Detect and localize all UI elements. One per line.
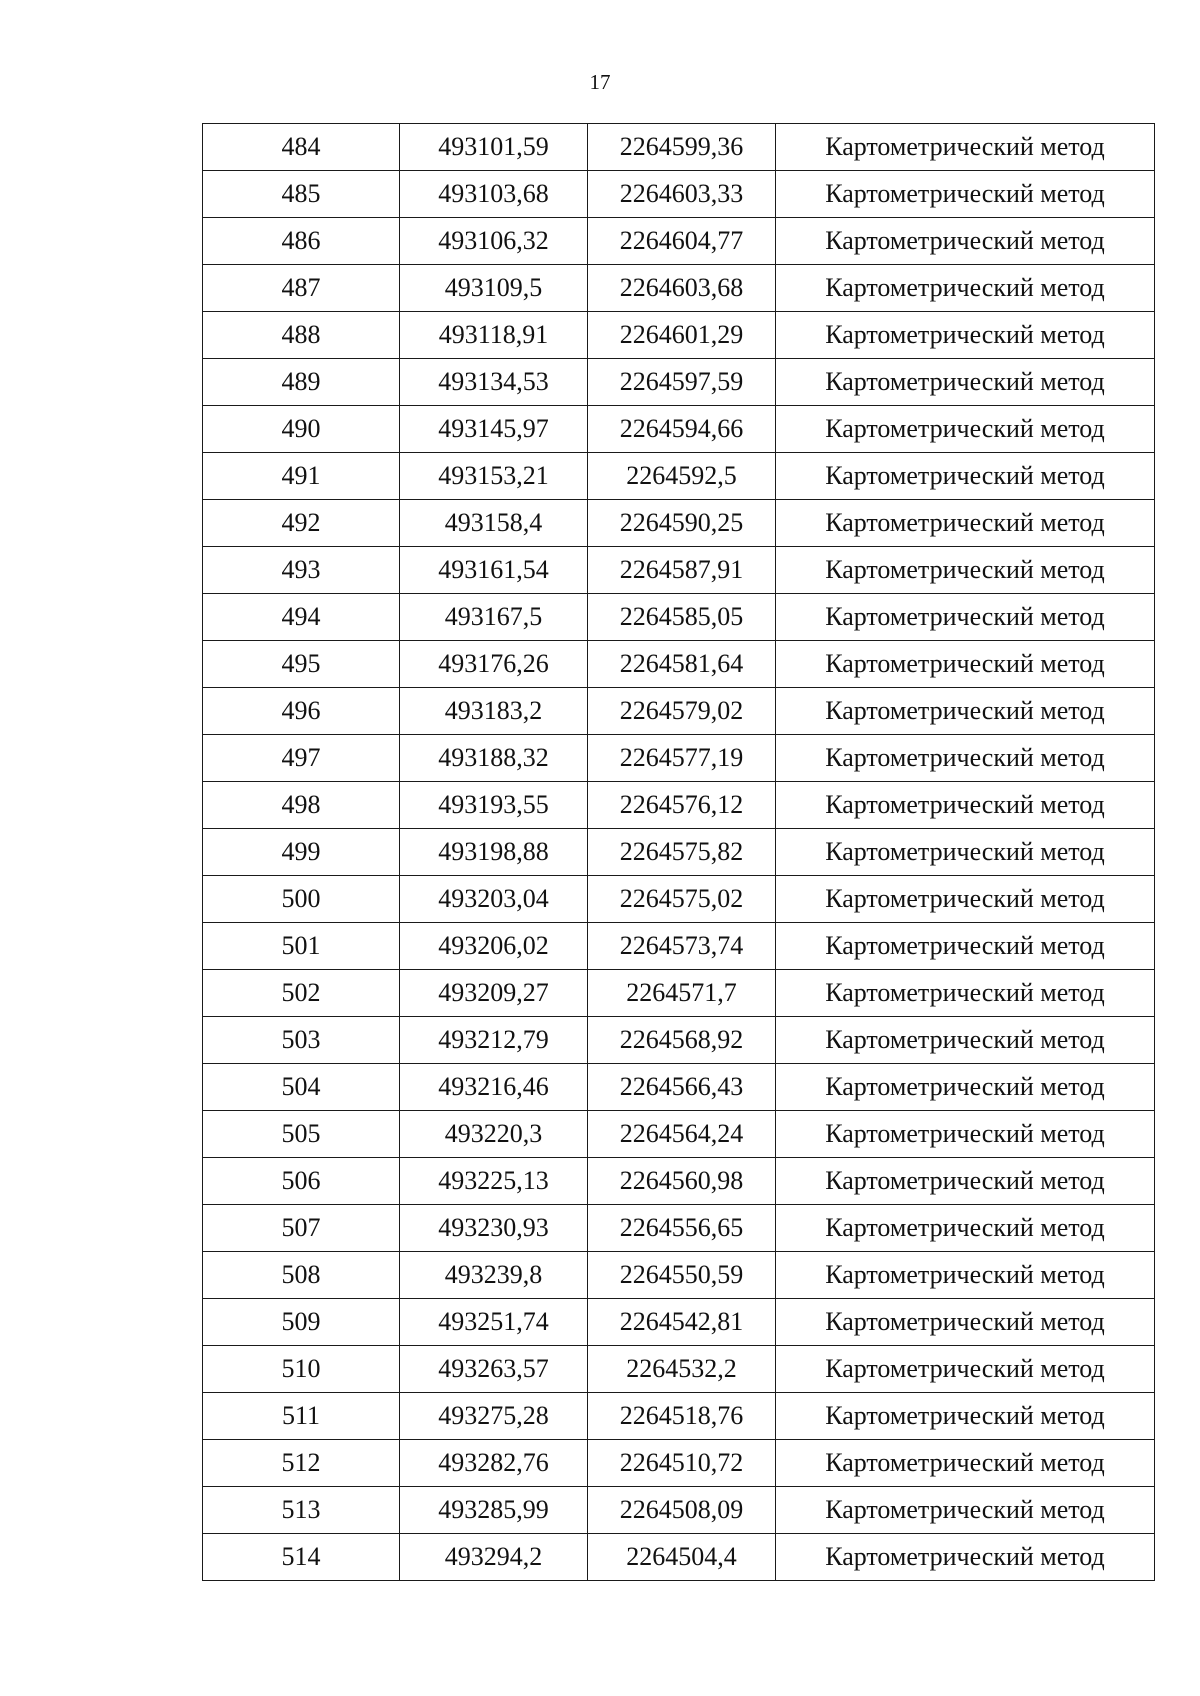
x-coordinate-cell: 493263,57: [400, 1346, 588, 1393]
table-row: [203, 124, 1155, 171]
method-cell: Картометрический метод: [776, 594, 1155, 641]
method-cell: Картометрический метод: [776, 970, 1155, 1017]
x-coordinate-cell: 493239,8: [400, 1252, 588, 1299]
y-coordinate-cell: 2264603,68: [588, 265, 776, 312]
x-coordinate-cell: 493209,27: [400, 970, 588, 1017]
y-coordinate-cell: 2264590,25: [588, 500, 776, 547]
point-number-cell: 493: [203, 547, 400, 594]
method-cell: Картометрический метод: [776, 359, 1155, 406]
table-row: [203, 1017, 1155, 1064]
y-coordinate-cell: 2264575,82: [588, 829, 776, 876]
y-coordinate-cell: 2264592,5: [588, 453, 776, 500]
point-number-cell: 498: [203, 782, 400, 829]
table-row: [203, 1534, 1155, 1581]
method-cell: Картометрический метод: [776, 1534, 1155, 1581]
x-coordinate-cell: 493134,53: [400, 359, 588, 406]
y-coordinate-cell: 2264510,72: [588, 1440, 776, 1487]
y-coordinate-cell: 2264599,36: [588, 124, 776, 171]
method-cell: Картометрический метод: [776, 829, 1155, 876]
point-number-cell: 514: [203, 1534, 400, 1581]
point-number-cell: 506: [203, 1158, 400, 1205]
point-number-cell: 510: [203, 1346, 400, 1393]
method-cell: Картометрический метод: [776, 1346, 1155, 1393]
table-row: [203, 171, 1155, 218]
point-number-cell: 512: [203, 1440, 400, 1487]
x-coordinate-cell: 493188,32: [400, 735, 588, 782]
table-row: [203, 218, 1155, 265]
point-number-cell: 501: [203, 923, 400, 970]
x-coordinate-cell: 493161,54: [400, 547, 588, 594]
x-coordinate-cell: 493230,93: [400, 1205, 588, 1252]
table-row: [203, 1158, 1155, 1205]
method-cell: Картометрический метод: [776, 876, 1155, 923]
table-row: [203, 500, 1155, 547]
y-coordinate-cell: 2264603,33: [588, 171, 776, 218]
method-cell: Картометрический метод: [776, 1158, 1155, 1205]
method-cell: Картометрический метод: [776, 453, 1155, 500]
y-coordinate-cell: 2264564,24: [588, 1111, 776, 1158]
point-number-cell: 486: [203, 218, 400, 265]
table-row: [203, 641, 1155, 688]
x-coordinate-cell: 493206,02: [400, 923, 588, 970]
y-coordinate-cell: 2264556,65: [588, 1205, 776, 1252]
point-number-cell: 484: [203, 124, 400, 171]
method-cell: Картометрический метод: [776, 218, 1155, 265]
point-number-cell: 503: [203, 1017, 400, 1064]
x-coordinate-cell: 493153,21: [400, 453, 588, 500]
method-cell: Картометрический метод: [776, 124, 1155, 171]
coordinates-table: [202, 123, 1155, 1581]
point-number-cell: 488: [203, 312, 400, 359]
x-coordinate-cell: 493225,13: [400, 1158, 588, 1205]
table-row: [203, 1393, 1155, 1440]
method-cell: Картометрический метод: [776, 1440, 1155, 1487]
y-coordinate-cell: 2264504,4: [588, 1534, 776, 1581]
x-coordinate-cell: 493103,68: [400, 171, 588, 218]
table-row: [203, 547, 1155, 594]
y-coordinate-cell: 2264576,12: [588, 782, 776, 829]
point-number-cell: 491: [203, 453, 400, 500]
table-row: [203, 594, 1155, 641]
y-coordinate-cell: 2264587,91: [588, 547, 776, 594]
method-cell: Картометрический метод: [776, 265, 1155, 312]
point-number-cell: 485: [203, 171, 400, 218]
method-cell: Картометрический метод: [776, 1111, 1155, 1158]
method-cell: Картометрический метод: [776, 1064, 1155, 1111]
table-row: [203, 265, 1155, 312]
x-coordinate-cell: 493285,99: [400, 1487, 588, 1534]
y-coordinate-cell: 2264532,2: [588, 1346, 776, 1393]
x-coordinate-cell: 493216,46: [400, 1064, 588, 1111]
x-coordinate-cell: 493176,26: [400, 641, 588, 688]
table-row: [203, 1346, 1155, 1393]
table-row: [203, 1252, 1155, 1299]
table-row: [203, 1487, 1155, 1534]
y-coordinate-cell: 2264560,98: [588, 1158, 776, 1205]
x-coordinate-cell: 493167,5: [400, 594, 588, 641]
x-coordinate-cell: 493101,59: [400, 124, 588, 171]
point-number-cell: 497: [203, 735, 400, 782]
x-coordinate-cell: 493145,97: [400, 406, 588, 453]
point-number-cell: 508: [203, 1252, 400, 1299]
method-cell: Картометрический метод: [776, 406, 1155, 453]
table-row: [203, 923, 1155, 970]
method-cell: Картометрический метод: [776, 1252, 1155, 1299]
table-row: [203, 1440, 1155, 1487]
x-coordinate-cell: 493282,76: [400, 1440, 588, 1487]
method-cell: Картометрический метод: [776, 782, 1155, 829]
table-row: [203, 829, 1155, 876]
method-cell: Картометрический метод: [776, 735, 1155, 782]
x-coordinate-cell: 493294,2: [400, 1534, 588, 1581]
point-number-cell: 496: [203, 688, 400, 735]
point-number-cell: 511: [203, 1393, 400, 1440]
y-coordinate-cell: 2264575,02: [588, 876, 776, 923]
method-cell: Картометрический метод: [776, 1205, 1155, 1252]
method-cell: Картометрический метод: [776, 500, 1155, 547]
point-number-cell: 490: [203, 406, 400, 453]
x-coordinate-cell: 493251,74: [400, 1299, 588, 1346]
page-number: 17: [589, 70, 611, 94]
x-coordinate-cell: 493212,79: [400, 1017, 588, 1064]
y-coordinate-cell: 2264566,43: [588, 1064, 776, 1111]
point-number-cell: 499: [203, 829, 400, 876]
method-cell: Картометрический метод: [776, 688, 1155, 735]
method-cell: Картометрический метод: [776, 312, 1155, 359]
point-number-cell: 507: [203, 1205, 400, 1252]
x-coordinate-cell: 493118,91: [400, 312, 588, 359]
y-coordinate-cell: 2264579,02: [588, 688, 776, 735]
table-row: [203, 1064, 1155, 1111]
x-coordinate-cell: 493193,55: [400, 782, 588, 829]
x-coordinate-cell: 493158,4: [400, 500, 588, 547]
y-coordinate-cell: 2264550,59: [588, 1252, 776, 1299]
coordinates-table-body: [203, 124, 1155, 1581]
table-row: [203, 1299, 1155, 1346]
x-coordinate-cell: 493203,04: [400, 876, 588, 923]
x-coordinate-cell: 493106,32: [400, 218, 588, 265]
point-number-cell: 487: [203, 265, 400, 312]
table-row: [203, 312, 1155, 359]
method-cell: Картометрический метод: [776, 1299, 1155, 1346]
point-number-cell: 509: [203, 1299, 400, 1346]
y-coordinate-cell: 2264508,09: [588, 1487, 776, 1534]
table-row: [203, 1205, 1155, 1252]
x-coordinate-cell: 493275,28: [400, 1393, 588, 1440]
y-coordinate-cell: 2264518,76: [588, 1393, 776, 1440]
table-row: [203, 688, 1155, 735]
table-row: [203, 406, 1155, 453]
method-cell: Картометрический метод: [776, 547, 1155, 594]
method-cell: Картометрический метод: [776, 171, 1155, 218]
x-coordinate-cell: 493109,5: [400, 265, 588, 312]
x-coordinate-cell: 493220,3: [400, 1111, 588, 1158]
table-row: [203, 735, 1155, 782]
y-coordinate-cell: 2264601,29: [588, 312, 776, 359]
x-coordinate-cell: 493183,2: [400, 688, 588, 735]
y-coordinate-cell: 2264581,64: [588, 641, 776, 688]
method-cell: Картометрический метод: [776, 1393, 1155, 1440]
y-coordinate-cell: 2264571,7: [588, 970, 776, 1017]
point-number-cell: 494: [203, 594, 400, 641]
point-number-cell: 492: [203, 500, 400, 547]
y-coordinate-cell: 2264585,05: [588, 594, 776, 641]
point-number-cell: 489: [203, 359, 400, 406]
point-number-cell: 502: [203, 970, 400, 1017]
method-cell: Картометрический метод: [776, 641, 1155, 688]
table-row: [203, 359, 1155, 406]
point-number-cell: 500: [203, 876, 400, 923]
y-coordinate-cell: 2264573,74: [588, 923, 776, 970]
method-cell: Картометрический метод: [776, 1487, 1155, 1534]
table-row: [203, 782, 1155, 829]
y-coordinate-cell: 2264594,66: [588, 406, 776, 453]
y-coordinate-cell: 2264568,92: [588, 1017, 776, 1064]
table-row: [203, 876, 1155, 923]
y-coordinate-cell: 2264542,81: [588, 1299, 776, 1346]
table-row: [203, 1111, 1155, 1158]
y-coordinate-cell: 2264577,19: [588, 735, 776, 782]
method-cell: Картометрический метод: [776, 923, 1155, 970]
table-row: [203, 453, 1155, 500]
point-number-cell: 504: [203, 1064, 400, 1111]
x-coordinate-cell: 493198,88: [400, 829, 588, 876]
method-cell: Картометрический метод: [776, 1017, 1155, 1064]
point-number-cell: 513: [203, 1487, 400, 1534]
y-coordinate-cell: 2264604,77: [588, 218, 776, 265]
point-number-cell: 505: [203, 1111, 400, 1158]
y-coordinate-cell: 2264597,59: [588, 359, 776, 406]
table-row: [203, 970, 1155, 1017]
point-number-cell: 495: [203, 641, 400, 688]
